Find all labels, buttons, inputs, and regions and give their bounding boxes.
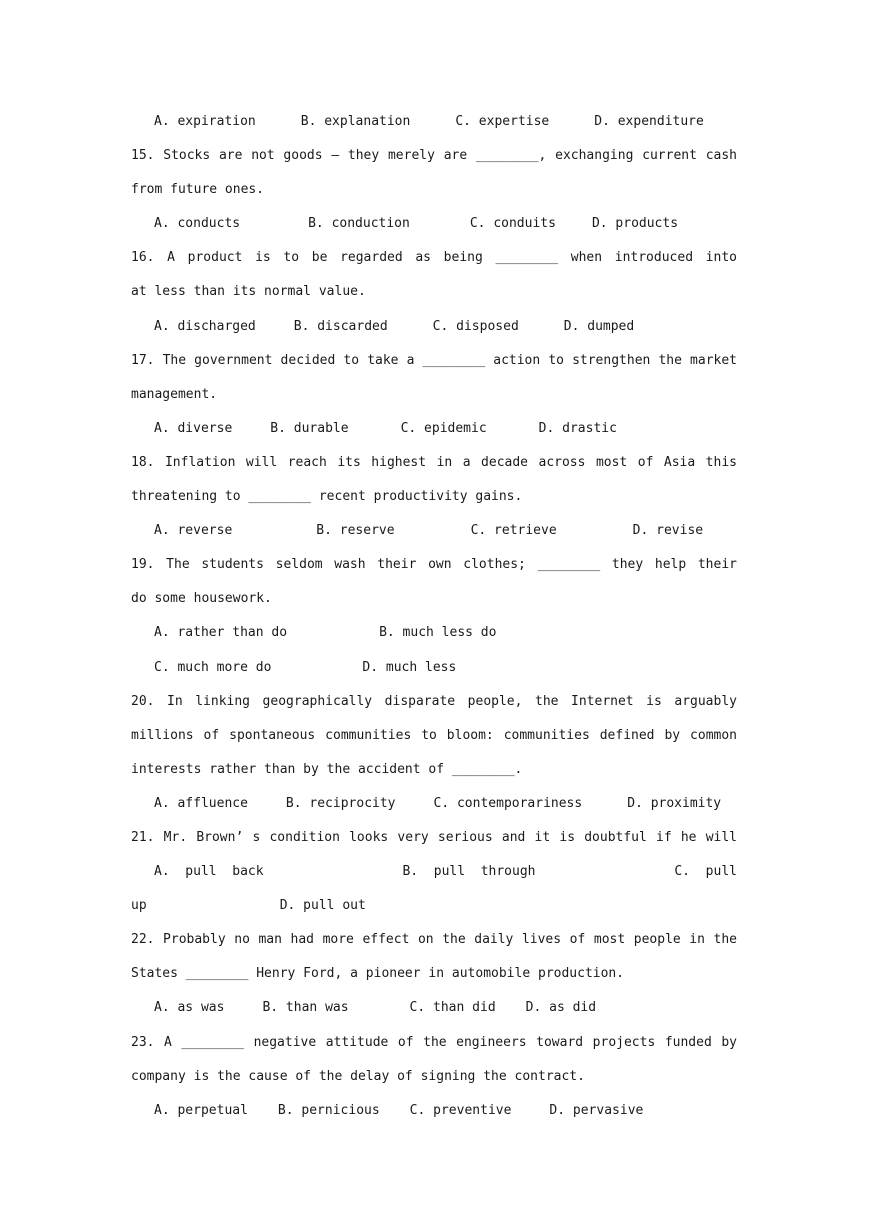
text-line: 20. In linking geographically disparate people, the Internet is arguably — [131, 693, 737, 709]
answer-option: B. reciprocity — [285, 795, 396, 811]
answer-option: C. disposed — [432, 318, 519, 334]
answer-options — [131, 514, 737, 548]
answer-option: A. conducts — [154, 216, 241, 232]
answer-option: D. proximity — [627, 795, 722, 811]
answer-options — [131, 787, 737, 821]
text-line: company is the cause of the delay of signing the contract. — [131, 1068, 585, 1084]
answer-option: C. than did — [409, 1000, 496, 1016]
text-line: millions of spontaneous communities to bloom: communities defined by common — [131, 727, 737, 743]
answer-options — [131, 855, 737, 889]
answer-option: B. durable — [270, 420, 349, 436]
answer-option: D. expenditure — [594, 114, 704, 129]
answer-option: A. expiration — [154, 114, 256, 129]
text-line: 23. A ________ negative attitude of the engineers toward projects funded by — [131, 1034, 737, 1050]
answer-option: D. products — [591, 216, 679, 232]
answer-option: B. than was — [262, 1000, 349, 1016]
answer-option: C. conduits — [469, 216, 556, 232]
answer-options — [131, 1094, 737, 1128]
text-line: from future ones. — [131, 182, 265, 198]
answer-option: D. drastic — [538, 420, 617, 436]
text-line: States ________ Henry Ford, a pioneer in automobile production. — [131, 966, 625, 982]
answer-option: C. preventive — [409, 1102, 512, 1118]
answer-option: B. much less do — [379, 625, 497, 641]
answer-option: D. pervasive — [549, 1102, 644, 1118]
text-line: 18. Inflation will reach its highest in a decade across most of Asia this — [131, 454, 737, 470]
answer-option: C. contemporariness — [433, 795, 583, 811]
text-line: do some housework. — [131, 591, 272, 607]
answer-option: A. rather than do — [154, 625, 288, 641]
text-line: at less than its normal value. — [131, 284, 366, 300]
answer-option: C. much more do — [154, 659, 272, 675]
answer-option: A. perpetual — [154, 1102, 248, 1118]
answer-option: A. discharged — [154, 318, 256, 334]
answer-option: B. discarded — [293, 318, 388, 334]
answer-option: D. revise — [632, 523, 704, 539]
text-line: 16. A product is to be regarded as being ________ when introduced into — [131, 250, 737, 266]
answer-option: B. conduction — [308, 216, 410, 232]
answer-options — [131, 105, 737, 139]
answer-option: A. diverse — [154, 420, 233, 436]
answer-options — [131, 412, 737, 446]
answer-option: D. as did — [525, 1000, 597, 1016]
answer-option: C. epidemic — [400, 420, 487, 436]
answer-option: B. pernicious — [277, 1102, 380, 1118]
answer-option: B. reserve — [316, 523, 395, 539]
answer-option: C. expertise — [455, 114, 550, 129]
answer-option: A. pull back — [154, 864, 264, 880]
text-line: 22. Probably no man had more effect on the daily lives of most people in the — [131, 932, 737, 948]
answer-option: A. affluence — [154, 795, 248, 811]
answer-options — [131, 651, 737, 685]
answer-option: D. dumped — [563, 318, 635, 334]
text-line: 21. Mr. Brown’ s condition looks very serious and it is doubtful if he will — [131, 829, 737, 845]
answer-options — [131, 991, 737, 1025]
answer-options — [131, 207, 737, 241]
answer-options — [131, 310, 737, 344]
answer-option: A. as was — [154, 1000, 225, 1016]
text-line: 15. Stocks are not goods – they merely are ________, exchanging current cash — [131, 148, 737, 164]
text-line: 19. The students seldom wash their own clothes; ________ they help their — [131, 557, 737, 573]
answer-option: B. pull through — [402, 864, 536, 880]
exam-page — [131, 105, 737, 1128]
answer-option: A. reverse — [154, 523, 233, 539]
text-line: threatening to ________ recent productivity gains. — [131, 489, 523, 505]
answer-option: C. pull — [674, 864, 737, 880]
text-line: interests rather than by the accident of ________. — [131, 761, 523, 777]
answer-option: D. much less — [362, 659, 457, 675]
text-line: management. — [131, 386, 218, 402]
answer-option: B. explanation — [300, 114, 411, 129]
answer-option: C. retrieve — [470, 523, 557, 539]
text-line: 17. The government decided to take a ________ action to strengthen the market — [131, 352, 737, 368]
text-line: up D. pull out — [131, 898, 366, 914]
answer-options — [131, 616, 737, 650]
